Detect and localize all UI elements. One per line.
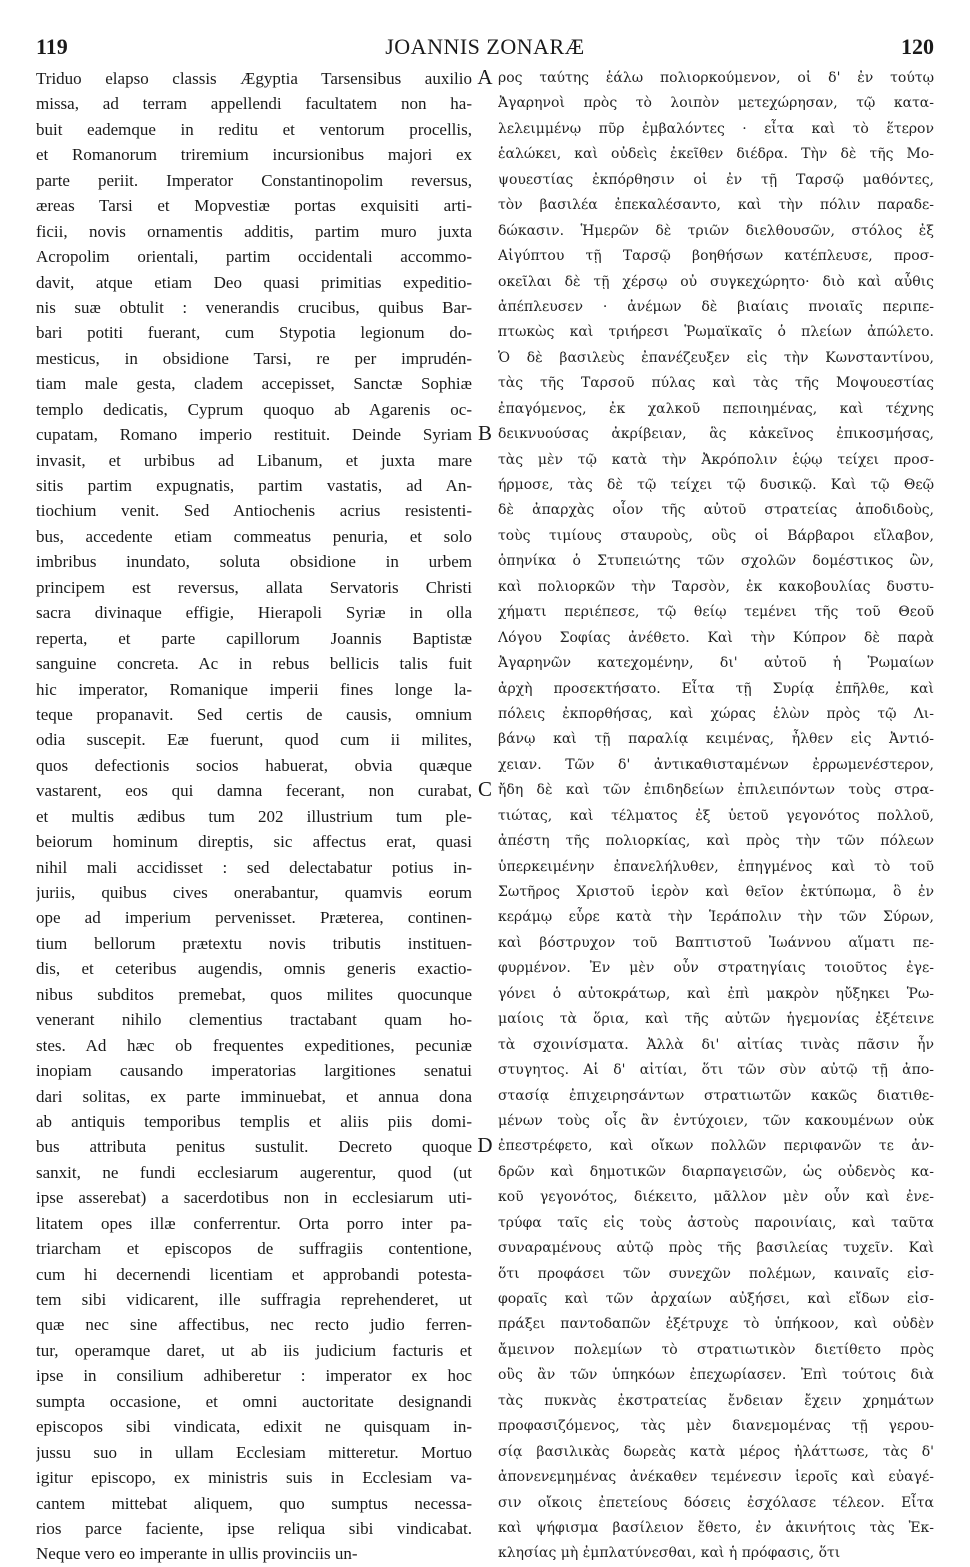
- greek-text-line: δώκασιν. Ἡμερῶν δὲ τριῶν διελθουσῶν, στόλος ἐξ: [498, 222, 934, 239]
- latin-text-line: bus attributa penitus sustulit. Decreto quoque: [36, 1137, 472, 1157]
- latin-text-line: quæ nec sine affectibus, nec recto judio ferren-: [36, 1315, 472, 1335]
- section-marker-d: D: [477, 1133, 493, 1157]
- latin-text-line: episcopos sibi vindicata, edixit ne quisquam in-: [36, 1417, 472, 1437]
- latin-text-line: nis suæ obtulit : venerandis crucibus, quibus Bar-: [36, 297, 472, 317]
- latin-text-line: et Romanorum triremium incursionibus majori ex: [36, 145, 472, 165]
- latin-text-line: hic imperator, Romanique imperii fines longe la-: [36, 679, 472, 699]
- greek-text-line: φυρμένον. Ἐν μὲν οὖν στρατηγίαις τοιοῦτος ἐγε-: [498, 960, 934, 977]
- greek-text-line: δρῶν καὶ δημοτικῶν διαρπαγεισῶν, ὡς οὐδενὸς κα-: [498, 1163, 934, 1180]
- greek-text-line: ψουεστίας ἐκπόρθησιν οἱ ἐν τῇ Ταρσῷ μαθόντες,: [498, 171, 934, 188]
- greek-text-line: ἀπέπλευσεν · ἀνέμων δὲ βιαίαις πνοιαῖς περιπε-: [498, 298, 934, 315]
- latin-text-line: ope ad imperium pervenisset. Præterea, continen-: [36, 908, 472, 928]
- greek-text-line: σιν οἴκοις ἐπετείους δόσεις ἐσχόλασε τέλεον. Εἶτα: [498, 1494, 934, 1511]
- latin-text-line: buit eademque in reditu et ventorum procellis,: [36, 119, 472, 139]
- running-title: JOANNIS ZONARÆ: [385, 34, 585, 59]
- latin-text-line: tiam male gesta, cladem accepisset, Sanctæ Sophiæ: [36, 374, 472, 394]
- greek-text-line: Σωτῆρος Χριστοῦ ἱερὸν καὶ θεῖον ἐκτύπωμα, ὃ ἐν: [498, 884, 934, 900]
- greek-text-line: ἐπεστρέφετο, καὶ οἴκων πολλῶν περιφανῶν τε ἀν-: [498, 1138, 934, 1155]
- greek-text-line: φοραῖς καὶ τῶν ἀρχαίων αὐξήσει, καὶ εἴδων εἰσ-: [498, 1291, 934, 1307]
- latin-text-line: æreas Tarsi et Mopvestiæ portas exquisiti arti-: [36, 196, 472, 216]
- greek-text-line: μαίοις τὰ ὅρια, καὶ τῆς αὐτῶν ἡγεμονίας ἐξέτεινε: [498, 1011, 934, 1028]
- latin-text-line: reperta, et parte capillorum Joannis Baptistæ: [36, 628, 472, 648]
- greek-text-line: ὑπερκειμένην ἐπανελήλυθεν, ἐπηγμένος καὶ τὸ τοῦ: [498, 858, 934, 875]
- latin-text-line: stes. Ad hæc ob frequentes expeditiones, pecuniæ: [36, 1035, 472, 1055]
- latin-text-line: tem sibi vidicarent, ille suffragia reprehenderet, ut: [36, 1290, 472, 1309]
- latin-text-line: odia suscepit. Eæ fuerunt, quod cum ii milites,: [36, 730, 472, 750]
- greek-text-column: [498, 66, 934, 1567]
- greek-text-line: πράξει παντοδαπῶν ἐξέτρυχε τὸ ὑπήκοον, καὶ οὐδὲν: [498, 1316, 934, 1333]
- latin-text-line: Triduo elapso classis Ægyptia Tarsensibus auxilio: [36, 69, 472, 88]
- greek-text-line: ρος ταύτης ἑάλω πολιορκούμενον, οἱ δ' ἐν τούτῳ: [498, 70, 934, 86]
- latin-text-line: invasit, et urbibus ad Libanum, et juxta mare: [36, 450, 472, 470]
- latin-text-line: bari potiti fuerant, cum Stypotia legionum do-: [36, 323, 472, 343]
- greek-text-line: πτωκὼς καὶ τριήρεσι Ῥωμαϊκαῖς ὁ πλείων ἀπώλετο.: [498, 324, 934, 341]
- greek-text-line: λελειμμένῳ πῦρ ἐμβαλόντες · εἶτα καὶ τὸ ἕτερον: [498, 120, 934, 137]
- latin-text-line: dari solitas, ex parte imminuebat, et annua dona: [36, 1086, 472, 1106]
- latin-text-line: tiochium venit. Sed Antiochenis acrius resistenti-: [36, 501, 472, 521]
- latin-text-line: cantem mittebat aliquem, quo sumptus necessa-: [36, 1493, 472, 1513]
- latin-text-line: sitis partim expugnatis, partim vastatis, ad An-: [36, 476, 472, 495]
- greek-text-line: Ὁ δὲ βασιλεὺς ἐπανέζευξεν εἰς τὴν Κωνσταντίνου,: [498, 349, 934, 366]
- latin-text-line: parte periit. Imperator Constantinopolim reversus,: [36, 170, 472, 190]
- latin-text-line: cum hi decernendi licentiam et approbandi potesta-: [36, 1264, 472, 1284]
- latin-text-line: nihil mali accidisset : sed delectabatur potius in-: [36, 857, 472, 877]
- page-header: [36, 34, 934, 64]
- greek-text-line: δεικνυούσας ἀκρίβειαν, ἃς κἀκεῖνος ἐπικοσμήσας,: [498, 426, 934, 443]
- greek-text-line: καὶ πολιορκῶν τὴν Ταρσὸν, ἐκ κακοβουλίας δυστυ-: [498, 578, 934, 595]
- latin-text-line: mesticus, in obsidione Tarsi, re per imprudén-: [36, 348, 472, 368]
- greek-text-line: ἑαλώκει, καὶ οὐδεὶς ἐκεῖθεν διέδρα. Τὴν δὲ τῆς Μο-: [498, 146, 934, 163]
- greek-text-line: χειαν. Τῶν δ' ἀντικαθισταμένων ἐρρωμενέστερον,: [498, 756, 934, 773]
- greek-text-line: οκεῖλαι δὲ τῇ χέρσῳ οὐ συγκεχώρητο· διὸ καὶ αὖθις: [498, 273, 934, 290]
- greek-text-line: στασίᾳ ἐπιχειρησάντων στρατιωτῶν κακῶς διατιθε-: [498, 1087, 934, 1104]
- page-number-left: 119: [36, 34, 68, 59]
- greek-text-line: ἀπέστη τῆς πολιορκίας, καὶ πρὸς τὴν τῶν πόλεων: [498, 833, 934, 850]
- latin-text-column: [36, 66, 472, 1567]
- latin-text-line: cupatam, Romano imperio restituit. Deinde Syriam: [36, 425, 472, 445]
- latin-text-line: beiorum hominum direptis, sic affectus erat, quasi: [36, 832, 472, 852]
- latin-text-line: vastarent, eos qui damna fecerant, non curabat,: [36, 781, 472, 801]
- greek-text-line: Αἰγύπτου τῇ Ταρσῷ βοηθήσων κατέπλευσε, προσ-: [498, 248, 934, 265]
- latin-text-line: ipse asserebat) a sacerdotibus non in ecclesiarum uti-: [36, 1188, 472, 1208]
- greek-text-line: Ἀγαρηνῶν κατεχομένην, δι' αὐτοῦ ἡ Ῥωμαίων: [498, 655, 934, 672]
- latin-text-line: inopiam causando imperatorias largitiones senatui: [36, 1061, 472, 1081]
- greek-text-line: τὸν βασιλέα ἐπεκαλέσαντο, καὶ τὴν πόλιν παραδε-: [498, 197, 934, 214]
- latin-text-line: et multis ædibus tum 202 illustrium tum ple-: [36, 806, 472, 826]
- latin-text-line: bus, accedente etiam commeatus penuria, et solo: [36, 526, 472, 546]
- latin-text-line: sanguine concreta. Ac in rebus bellicis talis fuit: [36, 654, 472, 674]
- greek-text-line: τὰς πυκνὰς ἐκστρατείας ἔνδειαν ἔχειν χρημάτων: [498, 1392, 934, 1409]
- section-marker-a: A: [477, 65, 493, 89]
- greek-text-line: τὰς τῆς Ταρσοῦ πύλας καὶ τὰς τῆς Μοψουεστίας: [498, 375, 934, 392]
- latin-text-line: triarcham et episcopos de suffragiis contentione,: [36, 1239, 472, 1259]
- greek-text-line: γόνει ὁ αὐτοκράτωρ, καὶ ἐπὶ μακρὸν ηὔξηκει Ῥω-: [498, 985, 934, 1002]
- latin-text-line: davit, atque etiam Deo quasi primitias expeditio-: [36, 272, 472, 292]
- greek-text-line: προφασιζόμενος, τὰς μὲν διανεμομένας τῇ γερου-: [498, 1418, 934, 1435]
- greek-text-line: στυγητος. Αἱ δ' αἰτίαι, ὅτι τῶν σὺν αὐτῷ τῇ ἀπο-: [498, 1062, 934, 1079]
- latin-text-line: quos defectionis socios habuerat, obvia quæque: [36, 755, 472, 775]
- greek-text-line: χήματι περιέπεσε, τῷ θείῳ τεμένει τῆς τοῦ Θεοῦ: [498, 604, 934, 621]
- greek-text-line: ὁπηνίκα ὁ Στυπειώτης τῶν σχολῶν δομέστικος ὢν,: [498, 553, 934, 570]
- latin-text-line: dis, et ceteribus augendis, omnis generis exactio-: [36, 959, 472, 979]
- greek-text-line: ἐπαγόμενος, ἐκ χαλκοῦ πεποιημένας, καὶ τέχνης: [498, 400, 934, 417]
- latin-text-line: teque propanavit. Sed certis de causis, omnium: [36, 704, 472, 724]
- greek-text-line: τιώτας, καὶ τέλματος ἐξ ὑετοῦ γεγονότος πολλοῦ,: [498, 807, 934, 824]
- greek-text-line: κλησίας μὴ ἐμπλατύνεσθαι, καὶ ἡ πρόφασις, ὅτι: [498, 1545, 841, 1562]
- latin-text-line: tium bellorum prætextu novis tributis instituen-: [36, 933, 472, 953]
- latin-text-line: litatem opes illæ conferrentur. Orta porro inter pa-: [36, 1213, 472, 1233]
- latin-text-line: Acropolim orientali, partim occidentali accommo-: [36, 247, 472, 267]
- latin-text-line: venerant nihilo clementius tractabant quam ho-: [36, 1010, 472, 1030]
- greek-text-line: καὶ βόστρυχον τοῦ Βαπτιστοῦ Ἰωάννου αἵματι πε-: [498, 934, 934, 951]
- latin-text-line: ab antiquis temporibus templis et aliis piis domi-: [36, 1111, 472, 1131]
- latin-text-line: nibus subditos premebat, quos milites quocunque: [36, 984, 472, 1004]
- greek-text-line: συναραμένους αὐτῷ πρὸς τῆς βασιλείας τυχεῖν. Καὶ: [498, 1240, 934, 1257]
- latin-text-line: Neque vero eo imperante in ullis provinciis un-: [36, 1544, 358, 1564]
- greek-text-line: βάνῳ καὶ τῇ παραλίᾳ κειμένας, ἦλθεν εἰς Ἀντιό-: [498, 731, 934, 748]
- section-marker-b: B: [477, 421, 492, 445]
- greek-text-line: Ἀγαρηνοὶ πρὸς τὸ λοιπὸν μετεχώρησαν, τῷ κατα-: [498, 95, 934, 112]
- greek-text-line: ὅτι προφάσει τῶν συνεχῶν πολέμων, καιναῖς εἰσ-: [498, 1265, 934, 1282]
- latin-text-line: sacra divinaque effigie, Hierapoli Syriæ in olla: [36, 603, 472, 623]
- greek-text-line: κοῦ γεγονότος, διέκειτο, μᾶλλον μὲν οὖν καὶ ἐνε-: [498, 1189, 934, 1206]
- greek-text-line: μένων τοὺς οἷς ἂν ἐντύχοιεν, τῶν κακουμένων οὐκ: [498, 1112, 934, 1129]
- greek-text-line: οὓς ἂν τῶν ὑπηκόων ἐπεχωρίασεν. Ἐπὶ τούτοις διὰ: [498, 1367, 934, 1384]
- greek-text-line: πόλεις ἐκπορθήσας, καὶ χώρας ἑλὼν πρὸς τῷ Λι-: [498, 705, 934, 722]
- greek-text-line: ήρμοσε, τὰς δὲ τῷ τείχει τῷ δυσικῷ. Καὶ τῷ Θεῷ: [498, 477, 934, 493]
- latin-text-line: rios parce faciente, ipse reliqua sibi vindicabat.: [36, 1518, 472, 1538]
- latin-text-line: imbribus inundato, soluta obsidione in urbem: [36, 552, 472, 572]
- greek-text-line: κεράμῳ εὗρε κατὰ τὴν Ἱεράπολιν τὴν τῶν Σύρων,: [498, 909, 934, 926]
- latin-text-line: jussu suo in ullam Ecclesiam mitteretur. Mortuo: [36, 1442, 472, 1462]
- section-marker-c: C: [477, 777, 492, 801]
- latin-text-line: igitur episcopo, ex ministris suis in Ecclesiam va-: [36, 1468, 472, 1488]
- greek-text-line: ἤδη δὲ καὶ τῶν ἐπιδηδείων ἐπιλειπόντων τοὺς στρα-: [498, 782, 934, 799]
- greek-text-line: σίᾳ βασιλικὰς δωρεὰς κατὰ μέρος ἠλάττωσε, τὰς δ': [498, 1443, 934, 1460]
- greek-text-line: τοὺς τιμίους σταυροὺς, οὓς οἱ Βάρβαροι εἴλαβον,: [498, 527, 934, 544]
- latin-text-line: ficii, novis ornamentis additis, partim muro juxta: [36, 221, 472, 241]
- greek-text-line: τὰς μὲν τῷ κατὰ τὴν Ἀκρόπολιν ἑῴῳ τείχει προσ-: [498, 451, 934, 468]
- latin-text-line: sumpta occasione, et omni auctoritate designandi: [36, 1391, 472, 1411]
- latin-text-line: missa, ad terram appellendi facultatem non ha-: [36, 94, 472, 114]
- page-number-right: 120: [901, 34, 934, 59]
- latin-text-line: principem est reversus, allata Servatoris Christi: [36, 577, 472, 597]
- greek-text-line: Λόγου Σοφίας ἀνέθετο. Καὶ τὴν Κύπρον δὲ παρὰ: [498, 629, 934, 646]
- latin-text-line: sanxit, ne fundi ecclesiarum augerentur, quod (ut: [36, 1162, 472, 1182]
- greek-text-line: τρύφα ταῖς εἰς τοὺς ἀστοὺς παροινίαις, καὶ ταῦτα: [498, 1214, 934, 1231]
- latin-text-line: ipse in consilium adhiberetur : imperator ex hoc: [36, 1366, 472, 1386]
- greek-text-line: καὶ ψήφισμα βασίλειον ἔθετο, ἐν ἀκινήτοις τὰς Ἐκ-: [498, 1519, 934, 1536]
- latin-text-line: templo dedicatis, Cyprum quoquo ab Agarenis oc-: [36, 399, 472, 419]
- greek-text-line: ἀπονενεμημένας ἀνέκαθεν τεμένεσιν ἱεροῖς καὶ εὐαγέ-: [498, 1469, 934, 1486]
- greek-text-line: δὲ ἀπαρχὰς οἷον τῆς αὐτοῦ στρατείας ἀποδιδοὺς,: [498, 502, 934, 519]
- greek-text-line: ἄμεινον πολεμίων τὸ στρατιωτικὸν διετίθετο πρὸς: [498, 1341, 934, 1358]
- latin-text-line: tur, operamque daret, ut ab iis judicium facturis et: [36, 1340, 472, 1360]
- greek-text-line: ἀρχὴ προσεκτήσατο. Εἶτα τῇ Συρίᾳ ἐπῆλθε, καὶ: [498, 680, 934, 697]
- latin-text-line: juriis, quibus cives onerabantur, quamvis eorum: [36, 883, 472, 902]
- greek-text-line: τὰ σχοινίσματα. Ἀλλὰ δι' αἰτίας τινὰς πᾶσιν ἦν: [498, 1036, 934, 1053]
